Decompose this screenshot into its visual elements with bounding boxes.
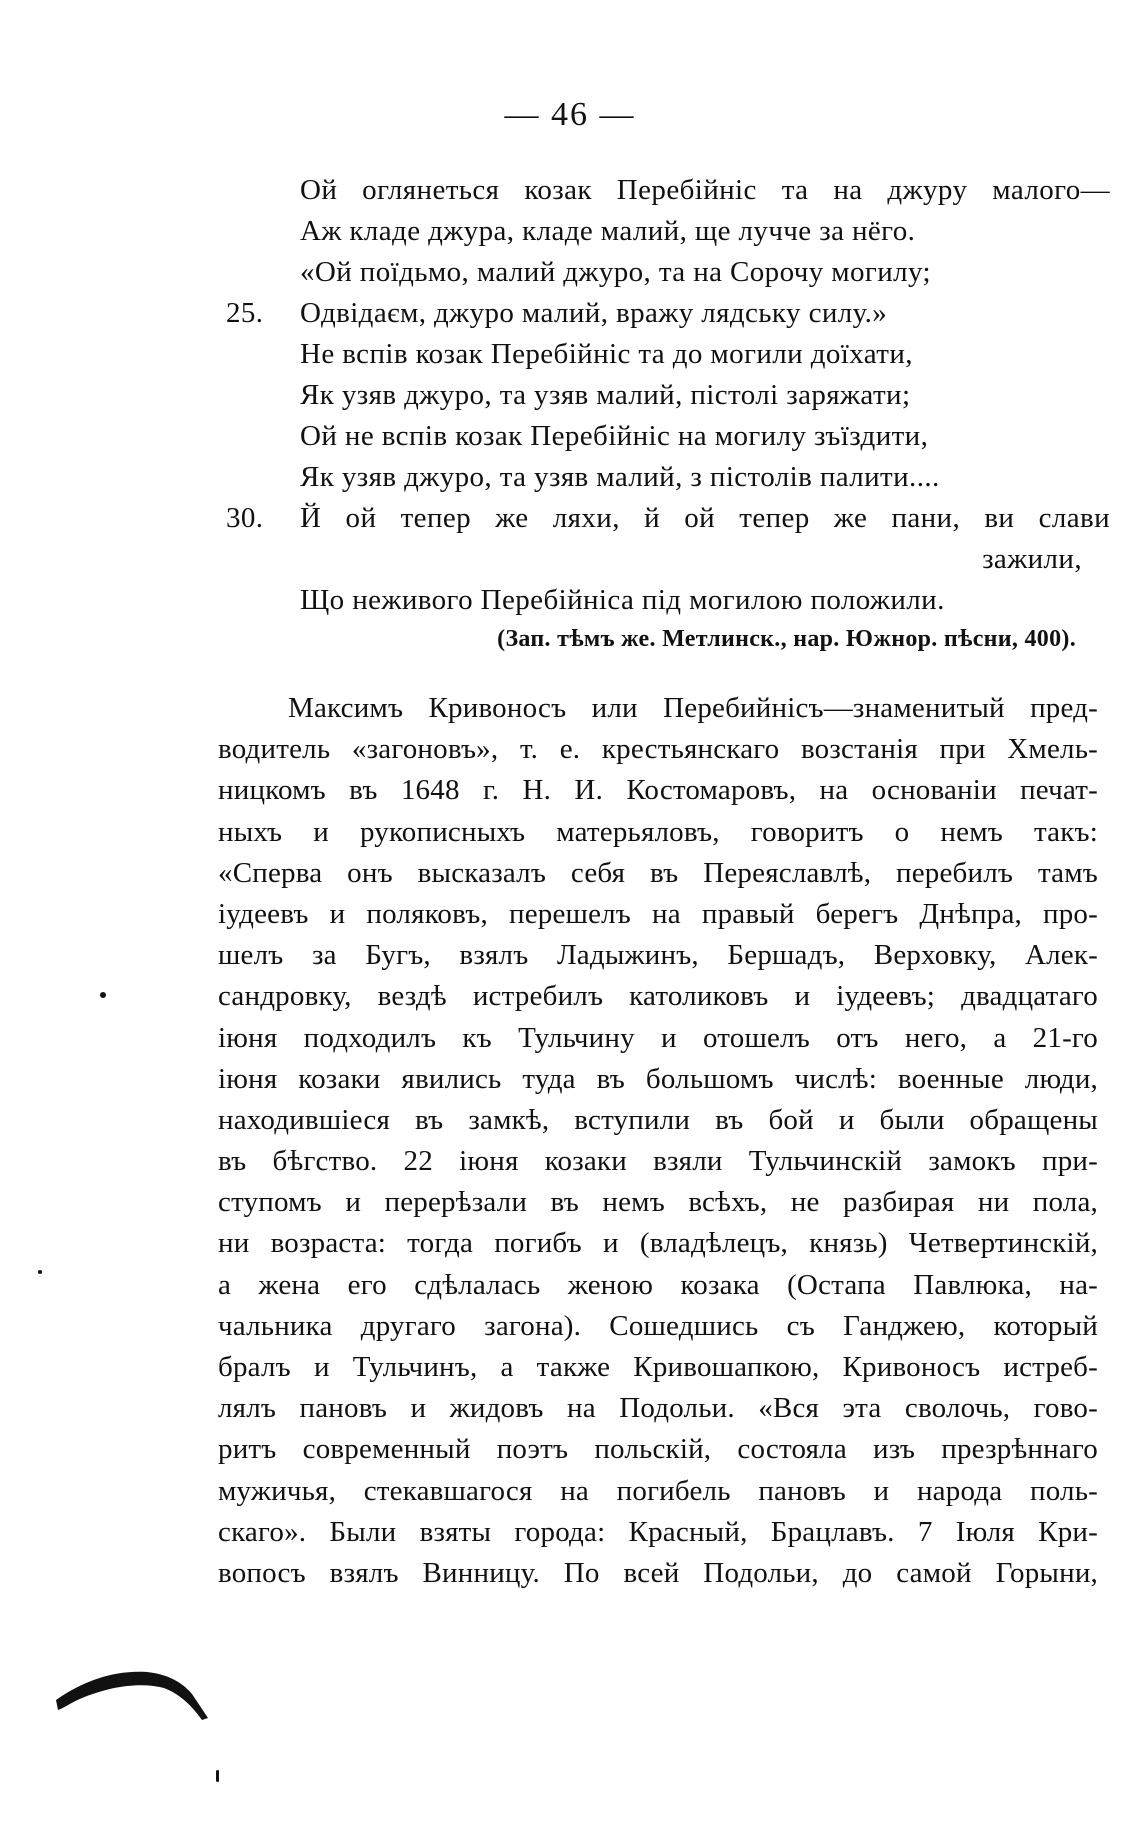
prose-line: бралъ и Тульчинъ, а также Кривошапкою, Кривоносъ истреб-	[218, 1351, 1098, 1383]
ink-speck	[100, 992, 106, 998]
prose-line: ныхъ и рукописныхъ матерьяловъ, говоритъ о немъ такъ:	[218, 815, 1098, 848]
prose-line: вопосъ взялъ Винницу. По всей Подольи, до самой Горыни,	[218, 1556, 1098, 1589]
prose-line: скаго». Были взяты города: Красный, Брацлавъ. 7 Іюля Кри-	[218, 1515, 1098, 1548]
verse-line	[226, 293, 1110, 334]
verse-number: 25.	[226, 297, 264, 329]
poem-verse	[226, 170, 1110, 621]
verse-text: «Ой поїдьмо, малий джуро, та на Сорочу могилу;	[300, 256, 931, 288]
verse-line	[230, 252, 1110, 293]
prose-line: въ бѣгство. 22 іюня козаки взяли Тульчинскій замокъ при-	[218, 1145, 1098, 1178]
prose-line: ступомъ и перерѣзали въ немъ всѣхъ, не разбирая ни пола,	[218, 1186, 1098, 1219]
verse-line	[230, 211, 1110, 252]
verse-text: Як узяв джуро, та узяв малий, з пістолів палити....	[300, 461, 940, 493]
verse-text: Й ой тепер же ляхи, й ой тепер же пани, ви слави	[300, 502, 1110, 534]
prose-line: мужичья, стекавшагося на погибель пановъ и народа поль-	[218, 1474, 1098, 1507]
page-number: — 46 —	[504, 96, 636, 133]
ink-speck	[216, 1770, 219, 1782]
prose-line: іудеевъ и поляковъ, перешелъ на правый берегъ Днѣпра, про-	[218, 897, 1098, 930]
prose-line: водитель «загоновъ», т. е. крестьянскаго возстанія при Хмель-	[218, 733, 1098, 766]
prose-line: ницкомъ въ 1648 г. Н. И. Костомаровъ, на основаніи печат-	[218, 774, 1098, 807]
verse-line	[230, 580, 1110, 621]
verse-text: Як узяв джуро, та узяв малий, пістолі заряжати;	[300, 379, 911, 411]
prose-line: іюня подходилъ къ Тульчину и отошелъ отъ него, а 21-го	[218, 1021, 1098, 1054]
verse-text: Аж кладе джура, кладе малий, ще лучче за нёго.	[300, 215, 916, 247]
verse-citation: (Зап. тѣмъ же. Метлинск., нар. Южнор. пѣсни, 400).	[497, 626, 1076, 652]
verse-line	[230, 170, 1110, 211]
prose-line: шелъ за Бугъ, взялъ Ладыжинъ, Бершадъ, Верховку, Алек-	[218, 939, 1098, 972]
verse-number: 30.	[226, 502, 264, 534]
verse-text: Одвідаєм, джуро малий, вражу лядську силу.»	[300, 297, 888, 329]
verse-text: Що неживого Перебійніса під могилою положили.	[300, 584, 945, 616]
prose-line: «Сперва онъ высказалъ себя въ Переяславлѣ, перебилъ тамъ	[218, 856, 1098, 889]
verse-line	[230, 375, 1110, 416]
prose-line: а жена его сдѣлалась женою козака (Остапа Павлюка, на-	[218, 1268, 1098, 1301]
prose-paragraph	[218, 688, 1098, 1594]
prose-line: Максимъ Кривоносъ или Перебийнісъ—знаменитый пред-	[288, 692, 1098, 724]
verse-line	[230, 334, 1110, 375]
prose-line: іюня козаки явились туда въ большомъ числѣ: военные люди,	[218, 1062, 1098, 1095]
prose-line: ни возраста: тогда погибъ и (владѣлецъ, князь) Четвертинскій,	[218, 1227, 1098, 1260]
ink-speck	[38, 1270, 42, 1274]
verse-line-continuation	[230, 539, 1110, 580]
verse-line	[226, 498, 1110, 539]
verse-line	[230, 416, 1110, 457]
prose-line: чальника другаго загона). Сошедшись съ Ганджею, который	[218, 1309, 1098, 1342]
ink-smudge	[52, 1660, 212, 1730]
prose-line: сандровку, вездѣ истребилъ католиковъ и іудеевъ; двадцатаго	[218, 980, 1098, 1013]
verse-text: Ой оглянеться козак Перебійніс та на джуру малого—	[300, 174, 1110, 206]
prose-line: находившіеся въ замкѣ, вступили въ бой и были обращены	[218, 1103, 1098, 1136]
prose-line: лялъ пановъ и жидовъ на Подольи. «Вся эта сволочь, гово-	[218, 1392, 1098, 1425]
verse-text: зажили,	[982, 543, 1082, 575]
verse-text: Не вспів козак Перебійніс та до могили доїхати,	[300, 338, 913, 370]
verse-text: Ой не вспів козак Перебійніс на могилу зъїздити,	[300, 420, 929, 452]
verse-line	[230, 457, 1110, 498]
prose-line: ритъ современный поэтъ польскій, состояла изъ презрѣннаго	[218, 1433, 1098, 1466]
